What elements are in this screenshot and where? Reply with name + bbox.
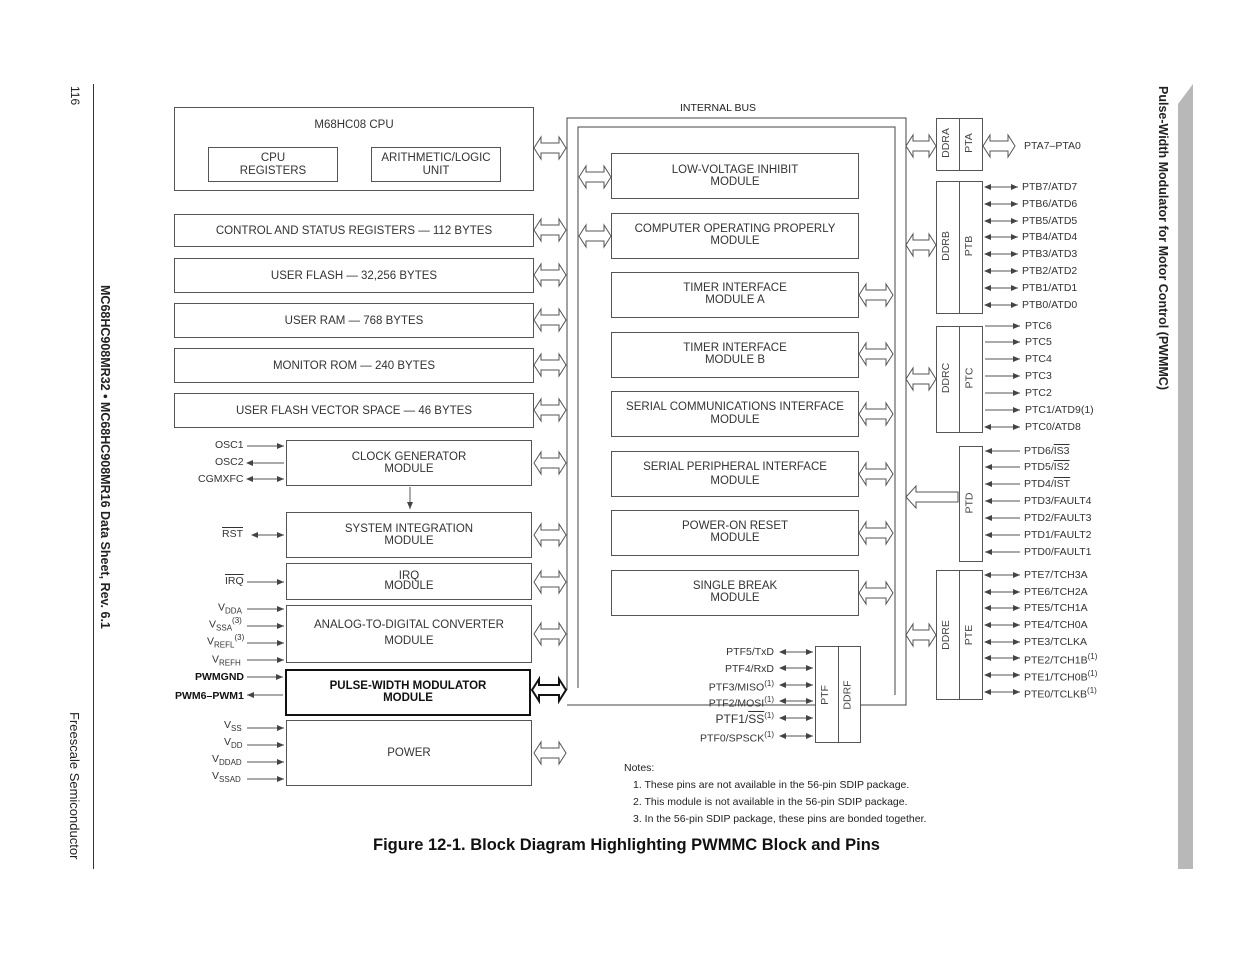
module-line1: CLOCK GENERATOR	[351, 451, 467, 463]
pin-prefix: PTD4/	[1024, 478, 1054, 490]
port-label: PTB	[963, 235, 976, 257]
pin-base: V	[212, 753, 220, 765]
pin-text: PTE5/TCH1A	[1024, 602, 1088, 614]
alu-line2: UNIT	[422, 165, 450, 177]
pin-ptc2: PTC2	[1025, 387, 1052, 399]
pin-overline: IS3	[1053, 445, 1070, 457]
ddrf-block	[838, 646, 861, 743]
figure-caption: Figure 12-1. Block Diagram Highlighting PWMMC Block and Pins	[373, 836, 880, 854]
single-break-bus-arrow	[859, 582, 893, 604]
pin-ptd3	[1024, 495, 1092, 507]
vector-bus-arrow	[534, 399, 566, 421]
port-label: DDRE	[939, 620, 952, 650]
pin-vrefl	[207, 633, 244, 650]
memory-label: MONITOR ROM — 240 BYTES	[272, 360, 436, 372]
lvi-bus-arrow	[579, 166, 611, 188]
pin-cgmxfc: CGMXFC	[198, 473, 244, 485]
pwm-bus-arrow	[532, 679, 566, 701]
port-label: PTD	[963, 492, 976, 514]
tim-a-bus-arrow	[859, 284, 893, 306]
ptd-block	[959, 446, 983, 562]
pin-sub: SSA	[216, 623, 233, 633]
cpu-registers-line2: REGISTERS	[239, 165, 307, 177]
pin-sub: DDA	[225, 606, 242, 616]
pin-ptd6	[1024, 445, 1070, 457]
pin-prefix: PTF5/TxD	[726, 646, 774, 658]
publisher-footer: Freescale Semiconductor	[67, 712, 82, 860]
pin-pte5	[1024, 602, 1088, 614]
note-item: 3. In the 56-pin SDIP package, these pins are bonded together.	[633, 813, 927, 825]
pin-prefix: PTF3/MISO	[708, 681, 765, 694]
module-line1: SERIAL PERIPHERAL INTERFACE	[643, 461, 827, 473]
pin-ptc0: PTC0/ATD8	[1025, 421, 1081, 433]
pin-ptc6: PTC6	[1025, 320, 1052, 332]
module-line2: MODULE	[710, 235, 760, 247]
pin-ptd4	[1024, 478, 1070, 490]
note-item: 1. These pins are not available in the 56-pin SDIP package.	[633, 779, 910, 791]
module-line1: POWER	[387, 747, 431, 759]
pin-irq: $\overline{IRQ}$	[225, 575, 244, 587]
pin-sup: (1)	[764, 711, 774, 720]
spi-block	[611, 451, 859, 497]
pin-ptd2	[1024, 512, 1092, 524]
pin-ptd0	[1024, 546, 1092, 558]
user-flash-block	[174, 258, 534, 293]
port-label: DDRC	[940, 362, 953, 394]
csr-bus-arrow	[534, 219, 566, 241]
notes-section	[624, 760, 926, 828]
pin-ptc5: PTC5	[1025, 336, 1052, 348]
pin-ptb0: PTB0/ATD0	[1022, 299, 1078, 311]
internal-bus-label: INTERNAL BUS	[680, 102, 757, 114]
pin-sup: (1)	[1087, 686, 1097, 695]
sci-bus-arrow	[859, 403, 893, 425]
module-line1: ANALOG-TO-DIGITAL CONVERTER	[314, 619, 504, 631]
system-integration-block	[286, 512, 532, 558]
porta-bus-arrow	[906, 135, 936, 157]
port-label: PTE	[963, 624, 976, 646]
pin-ptd5	[1024, 461, 1070, 473]
pin-sub: DDAD	[219, 758, 242, 768]
pin-sub: REFH	[219, 658, 241, 668]
pin-text: PTE7/TCH3A	[1024, 569, 1088, 581]
pin-pwmgnd: PWMGND	[195, 671, 244, 683]
pin-ptf4	[725, 663, 774, 675]
pin-ptb6: PTB6/ATD6	[1022, 198, 1078, 210]
pin-prefix: PTF0/SPSCK	[700, 732, 765, 745]
module-line1: SINGLE BREAK	[692, 580, 778, 592]
ptc-block	[959, 326, 983, 433]
memory-label: USER RAM — 768 BYTES	[284, 315, 424, 327]
pin-text: PTE4/TCH0A	[1024, 619, 1088, 631]
port-label: PTC	[963, 367, 976, 389]
pin-base: V	[224, 719, 232, 731]
pin-rst: $\overline{RST}$	[222, 528, 243, 540]
cpu-registers-line1: CPU	[260, 152, 286, 164]
cpu-bus-arrow	[534, 137, 566, 159]
pin-ptc4: PTC4	[1025, 353, 1052, 365]
pin-ptd1	[1024, 529, 1092, 541]
pta-pin-arrow	[983, 135, 1015, 157]
pin-sup: (1)	[764, 679, 774, 688]
pin-prefix: PTF2/MOSI	[708, 697, 765, 710]
pin-prefix: PTD0/FAULT1	[1024, 546, 1092, 558]
pin-text: PTE2/TCH1B	[1024, 654, 1088, 667]
module-line2: MODULE B	[704, 354, 766, 366]
clock-generator-block	[286, 440, 532, 486]
ptf-block	[815, 646, 839, 743]
pin-pta: PTA7–PTA0	[1024, 140, 1081, 152]
pin-vdd	[224, 736, 243, 750]
vector-space-block	[174, 393, 534, 428]
module-line2: MODULE	[384, 580, 434, 592]
pin-base: V	[212, 770, 220, 782]
pin-sup: (1)	[764, 730, 774, 739]
pin-pwm6-pwm1: PWM6–PWM1	[175, 690, 244, 702]
module-line1: SYSTEM INTEGRATION	[344, 523, 474, 535]
note-item: 2. This module is not available in the 56-pin SDIP package.	[633, 796, 908, 808]
pin-base: V	[209, 618, 217, 631]
user-ram-block	[174, 303, 534, 338]
irq-module-block	[286, 563, 532, 600]
rom-bus-arrow	[534, 354, 566, 376]
pin-overline: $\overline{SS}$	[748, 712, 765, 726]
cpu-block	[174, 107, 534, 191]
memory-label: USER FLASH VECTOR SPACE — 46 BYTES	[235, 405, 473, 417]
pin-text: PTE3/TCLKA	[1024, 636, 1088, 648]
memory-label: CONTROL AND STATUS REGISTERS — 112 BYTES	[215, 225, 493, 237]
pin-base: V	[212, 653, 220, 666]
pin-ptb7: PTB7/ATD7	[1022, 181, 1078, 193]
pin-sup: (1)	[1087, 652, 1098, 661]
pin-ptf2	[709, 695, 774, 710]
pin-sub: SSAD	[219, 775, 241, 785]
pin-vss	[224, 719, 242, 733]
pin-vrefh	[212, 651, 241, 668]
pin-ptb3: PTB3/ATD3	[1022, 248, 1078, 260]
module-line2: MODULE A	[705, 294, 765, 306]
pin-pte2	[1024, 652, 1097, 667]
por-block	[611, 510, 859, 556]
memory-label: USER FLASH — 32,256 BYTES	[270, 270, 438, 282]
cop-bus-arrow	[579, 225, 611, 247]
module-line1: TIMER INTERFACE	[683, 282, 787, 294]
adc-bus-arrow	[534, 623, 566, 645]
pin-pte6	[1024, 586, 1088, 598]
module-line1: SERIAL COMMUNICATIONS INTERFACE	[626, 401, 844, 413]
module-line1: IRQ	[398, 570, 420, 582]
pin-base: V	[207, 635, 215, 648]
pin-text: PTE0/TCLKB	[1024, 688, 1088, 701]
cpu-registers-block	[208, 147, 338, 182]
module-line2: MODULE	[710, 414, 760, 426]
page-number: 116	[68, 86, 82, 106]
notes-title: Notes:	[624, 762, 655, 774]
module-line2: MODULE	[383, 692, 433, 704]
portd-bus-arrow	[906, 486, 958, 508]
ddre-block	[936, 570, 960, 700]
ddrc-block	[936, 326, 960, 433]
module-line1: POWER-ON RESET	[681, 520, 789, 532]
power-bus-arrow	[534, 742, 566, 764]
module-line2: MODULE	[710, 176, 760, 188]
ddrb-block	[936, 181, 960, 314]
tim-a-block	[611, 272, 859, 318]
pin-prefix: PTD3/FAULT4	[1024, 495, 1092, 507]
tim-b-block	[611, 332, 859, 378]
pin-pte1	[1024, 669, 1097, 684]
pin-ptc1: PTC1/ATD9(1)	[1025, 404, 1094, 416]
pin-prefix: PTD5/	[1024, 461, 1054, 473]
pta-block	[959, 118, 983, 171]
sci-block	[611, 391, 859, 437]
pin-text: PTE1/TCH0B	[1024, 671, 1088, 684]
clock-bus-arrow	[534, 452, 566, 474]
portb-bus-arrow	[906, 234, 936, 256]
module-line2: MODULE	[710, 532, 760, 544]
pin-overline: IS2	[1053, 461, 1070, 473]
pin-ptf1	[716, 711, 774, 726]
pin-prefix: PTF4/RxD	[724, 663, 774, 675]
por-bus-arrow	[859, 522, 893, 544]
pin-prefix: PTD1/FAULT2	[1024, 529, 1092, 541]
control-status-registers-block	[174, 214, 534, 247]
pin-vddad	[212, 753, 242, 767]
module-line1: PULSE-WIDTH MODULATOR	[329, 680, 487, 692]
pin-prefix: PTF1/	[715, 712, 749, 726]
module-line1: COMPUTER OPERATING PROPERLY	[634, 223, 836, 235]
pin-ptc3: PTC3	[1025, 370, 1052, 382]
monitor-rom-block	[174, 348, 534, 383]
pwm-module-block	[285, 669, 531, 716]
pin-text: PTE6/TCH2A	[1024, 586, 1088, 598]
pin-osc1: OSC1	[215, 439, 244, 451]
pin-ptf0	[700, 730, 774, 745]
pin-ptb4: PTB4/ATD4	[1022, 231, 1078, 243]
pin-pte3	[1024, 636, 1087, 648]
pin-ptb2: PTB2/ATD2	[1022, 265, 1078, 277]
power-block	[286, 720, 532, 786]
module-line2: MODULE	[384, 535, 434, 547]
module-line2: MODULE	[384, 463, 434, 475]
port-label: PTF	[818, 685, 831, 705]
pin-sup: (3)	[232, 616, 242, 625]
pin-sup: (3)	[234, 633, 245, 642]
port-label: PTA	[962, 133, 975, 153]
module-line1: LOW-VOLTAGE INHIBIT	[671, 164, 799, 176]
pin-sup: (1)	[1087, 669, 1098, 678]
pin-sub: REFL	[214, 640, 235, 650]
pin-base: V	[218, 601, 226, 614]
pin-ptb5: PTB5/ATD5	[1022, 215, 1078, 227]
tim-b-bus-arrow	[859, 343, 893, 365]
pin-pte7	[1024, 569, 1088, 581]
port-label: DDRB	[939, 231, 952, 261]
ram-bus-arrow	[534, 309, 566, 331]
module-line2: MODULE	[710, 592, 760, 604]
cop-block	[611, 213, 859, 259]
pin-pte4	[1024, 619, 1088, 631]
pin-prefix: PTD2/FAULT3	[1024, 512, 1092, 524]
flash-bus-arrow	[534, 264, 566, 286]
pin-ptf5	[726, 646, 774, 658]
alu-line1: ARITHMETIC/LOGIC	[381, 152, 491, 164]
sim-bus-arrow	[534, 524, 566, 546]
spi-bus-arrow	[859, 463, 893, 485]
single-break-block	[611, 570, 859, 616]
pin-osc2: OSC2	[215, 456, 244, 468]
port-label: DDRF	[841, 680, 854, 710]
pin-sub: DD	[231, 741, 243, 751]
pin-vssad	[212, 770, 241, 784]
pin-overline: $\overline{IST}$	[1053, 478, 1071, 490]
irq-bus-arrow	[534, 571, 566, 593]
section-title: Pulse-Width Modulator for Motor Control (PWMMC)	[1156, 86, 1170, 390]
pin-sup: (1)	[764, 695, 774, 704]
pin-pte0	[1024, 686, 1097, 701]
pin-sub: SS	[231, 724, 242, 734]
pin-prefix: PTD6/	[1024, 445, 1054, 457]
lvi-block	[611, 153, 859, 199]
pin-base: V	[224, 736, 232, 748]
ptb-block	[959, 181, 983, 314]
pin-vdda	[218, 599, 242, 616]
porte-bus-arrow	[906, 624, 936, 646]
module-line2: MODULE	[384, 635, 434, 647]
portc-bus-arrow	[906, 368, 936, 390]
port-label: DDRA	[939, 128, 952, 158]
pte-block	[959, 570, 983, 700]
pin-ptf3	[709, 679, 774, 694]
alu-block	[371, 147, 501, 182]
cpu-title: M68HC08 CPU	[314, 119, 394, 131]
ddra-block	[936, 118, 960, 171]
document-title: MC68HC908MR32 • MC68HC908MR16 Data Sheet, Rev. 6.1	[98, 285, 112, 629]
pin-vssa	[209, 616, 242, 633]
adc-block	[286, 605, 532, 663]
pin-ptb1: PTB1/ATD1	[1022, 282, 1078, 294]
module-line2: MODULE	[710, 475, 760, 487]
module-line1: TIMER INTERFACE	[683, 342, 787, 354]
